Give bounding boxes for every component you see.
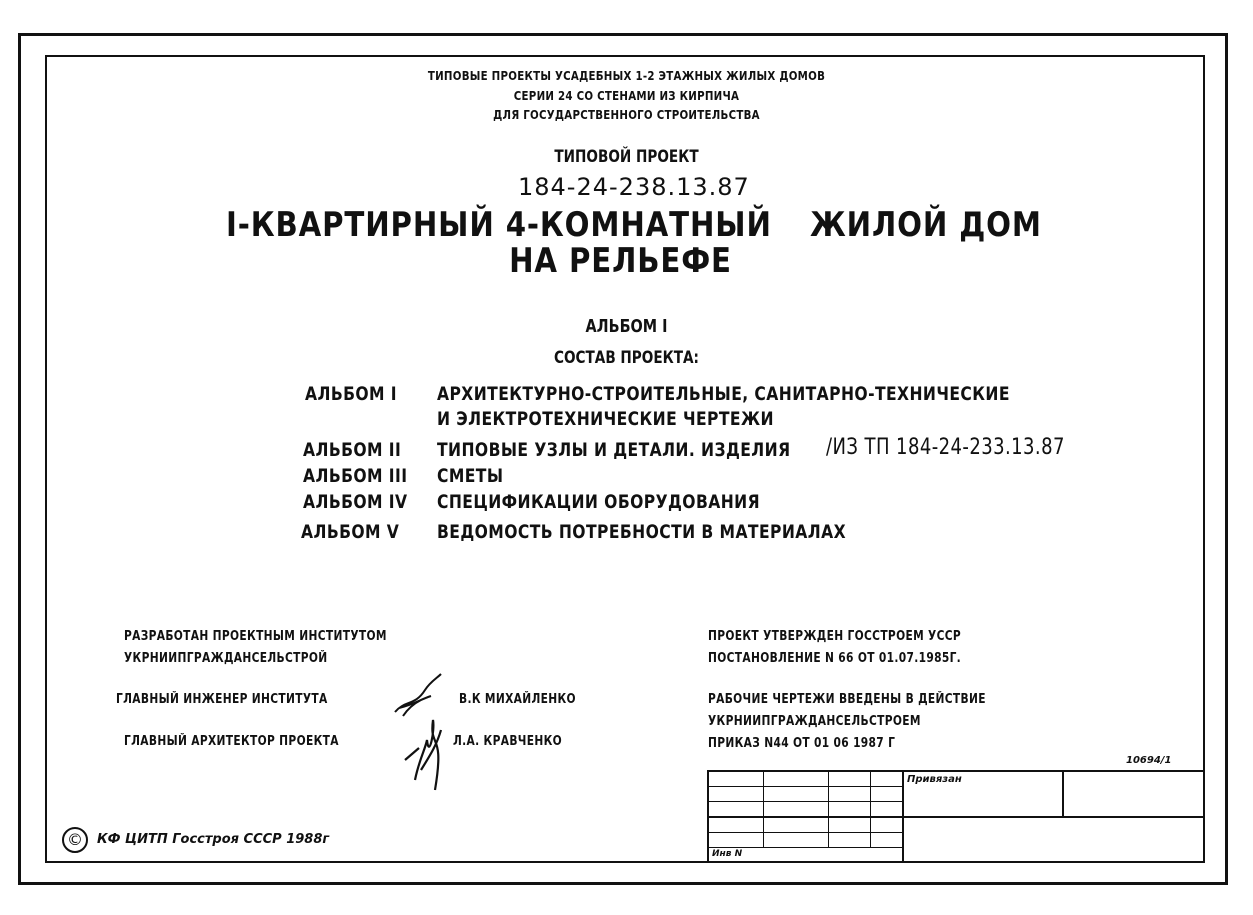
approval-line-5: ПРИКАЗ N44 ОТ 01 06 1987 Г (708, 736, 896, 751)
chief-engineer-name: В.К МИХАЙЛЕНКО (459, 692, 576, 707)
approval-line-1: ПРОЕКТ УТВЕРЖДЕН ГОССТРОЕМ УССР (708, 629, 962, 644)
composition-label: СОСТАВ ПРОЕКТА: (554, 348, 699, 368)
album-1-name: АЛЬБОМ I (305, 383, 398, 405)
doc-code: 10694/1 (1126, 755, 1172, 766)
chief-architect-label: ГЛАВНЫЙ АРХИТЕКТОР ПРОЕКТА (124, 734, 339, 749)
album-5-desc: ВЕДОМОСТЬ ПОТРЕБНОСТИ В МАТЕРИАЛАХ (437, 521, 847, 543)
header-line-1: ТИПОВЫЕ ПРОЕКТЫ УСАДЕБНЫХ 1-2 ЭТАЖНЫХ ЖИЛЫХ ДОМОВ (427, 68, 826, 83)
album-1-desc-2: И ЭЛЕКТРОТЕХНИЧЕСКИЕ ЧЕРТЕЖИ (437, 408, 774, 430)
developer-line-2: УКРНИИПГРАЖДАНСЕЛЬСТРОЙ (124, 651, 328, 666)
type-label: ТИПОВОЙ ПРОЕКТ (554, 147, 699, 167)
album-3-name: АЛЬБОМ III (303, 465, 408, 487)
album-1-desc: АРХИТЕКТУРНО-СТРОИТЕЛЬНЫЕ, САНИТАРНО-ТЕХНИЧЕСКИЕ (437, 383, 1010, 405)
header (0, 70, 1253, 122)
album-3-desc: СМЕТЫ (437, 465, 504, 487)
publisher: КФ ЦИТП Госстроя СССР 1988г (97, 832, 330, 847)
album-4-desc: СПЕЦИФИКАЦИИ ОБОРУДОВАНИЯ (437, 491, 761, 513)
title-line-2: НА РЕЛЬЕФЕ (509, 241, 732, 281)
developer-line-1: РАЗРАБОТАН ПРОЕКТНЫМ ИНСТИТУТОМ (124, 629, 387, 644)
copyright-icon: © (62, 827, 88, 853)
approval-line-4: УКРНИИПГРАЖДАНСЕЛЬСТРОЕМ (708, 714, 921, 729)
project-number: 184-24-238.13.87 (518, 173, 750, 201)
album-2-ref: /ИЗ ТП 184-24-233.13.87 (826, 435, 1065, 460)
header-line-2: СЕРИИ 24 СО СТЕНАМИ ИЗ КИРПИЧА (513, 87, 740, 103)
album-2-desc: ТИПОВЫЕ УЗЛЫ И ДЕТАЛИ. ИЗДЕЛИЯ (437, 439, 791, 461)
header-line-3: ДЛЯ ГОСУДАРСТВЕННОГО СТРОИТЕЛЬСТВА (493, 107, 760, 122)
album-4-name: АЛЬБОМ IV (303, 491, 408, 513)
signatures (385, 660, 465, 800)
chief-engineer-label: ГЛАВНЫЙ ИНЖЕНЕР ИНСТИТУТА (116, 692, 328, 707)
album-2-name: АЛЬБОМ II (303, 439, 402, 461)
album-5-name: АЛЬБОМ V (301, 521, 400, 543)
title-line-1-right: ЖИЛОЙ ДОМ (810, 205, 1042, 245)
stamp-inv-label: Инв N (712, 849, 743, 859)
title-line-1-left: I-КВАРТИРНЫЙ 4-КОМНАТНЫЙ (226, 205, 772, 245)
approval-line-2: ПОСТАНОВЛЕНИЕ N 66 ОТ 01.07.1985Г. (708, 651, 962, 666)
approval-line-3: РАБОЧИЕ ЧЕРТЕЖИ ВВЕДЕНЫ В ДЕЙСТВИЕ (708, 692, 986, 707)
album-label: АЛЬБОМ I (585, 316, 668, 337)
chief-architect-name: Л.А. КРАВЧЕНКО (453, 734, 563, 749)
stamp-tied-label: Привязан (907, 774, 962, 785)
